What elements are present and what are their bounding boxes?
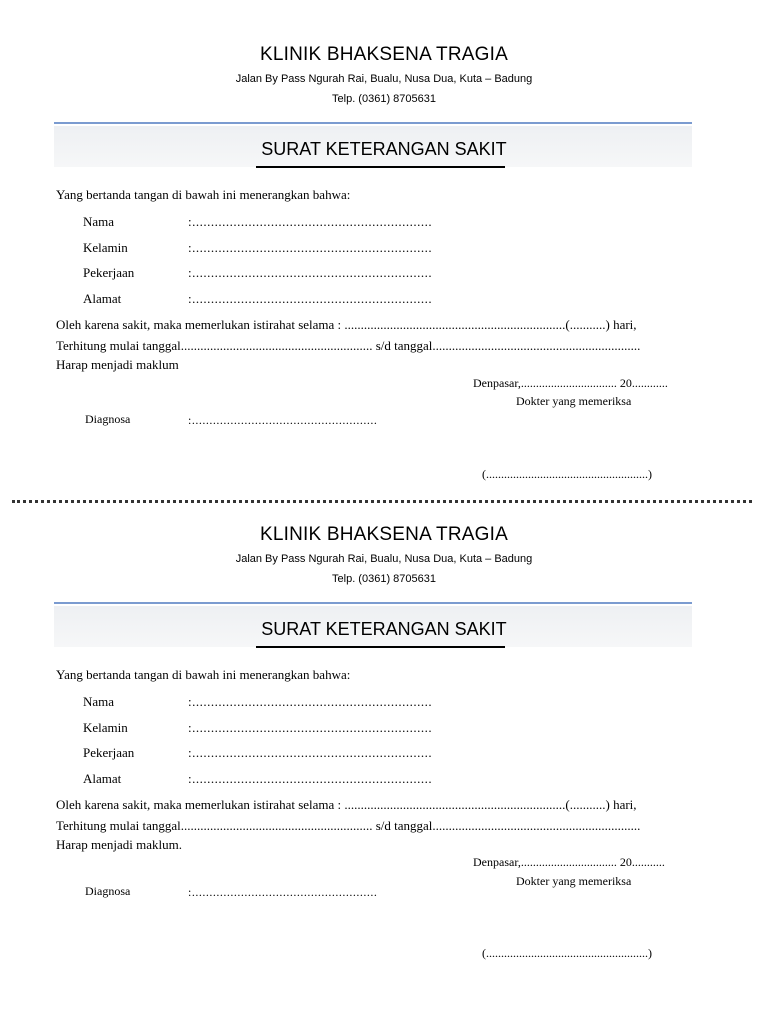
field-label-kelamin: Kelamin <box>83 240 128 255</box>
title-underline <box>256 166 505 168</box>
header-divider <box>54 122 692 124</box>
signer-role: Dokter yang memeriksa <box>516 394 632 408</box>
document-title: SURAT KETERANGAN SAKIT <box>261 139 507 159</box>
field-label-alamat: Alamat <box>83 291 122 306</box>
intro-text: Yang bertanda tangan di bawah ini menerangkan bahwa: <box>56 667 351 682</box>
clinic-address: Jalan By Pass Ngurah Rai, Bualu, Nusa Dua, Kuta – Badung <box>235 553 533 565</box>
date-range-line: Terhitung mulai tanggal........................................................... s/d tanggal................................................................ <box>56 338 641 353</box>
field-value-pekerjaan[interactable]: :................................................................ <box>188 265 433 280</box>
rest-period-line: Oleh karena sakit, maka memerlukan istirahat selama : ....................................................................(...........) hari, <box>56 797 637 812</box>
clinic-phone: Telp. (0361) 8705631 <box>332 93 436 105</box>
diagnosis-value[interactable]: :..................................................... <box>188 885 378 899</box>
signature-line: (......................................................) <box>482 467 652 481</box>
field-value-alamat[interactable]: :................................................................ <box>188 771 433 786</box>
diagnosis-label: Diagnosa <box>85 884 131 898</box>
sick-letter-form-bottom <box>0 480 768 960</box>
diagnosis-label: Diagnosa <box>85 412 131 426</box>
field-value-kelamin[interactable]: :................................................................ <box>188 720 433 735</box>
field-label-nama: Nama <box>83 694 115 709</box>
field-value-nama[interactable]: :................................................................ <box>188 694 433 709</box>
field-value-pekerjaan[interactable]: :................................................................ <box>188 745 433 760</box>
field-label-alamat: Alamat <box>83 771 122 786</box>
signer-role: Dokter yang memeriksa <box>516 874 632 888</box>
title-underline <box>256 646 505 648</box>
place-date: Denpasar,................................ 20............ <box>473 376 668 390</box>
clinic-name: KLINIK BHAKSENA TRAGIA <box>260 524 508 545</box>
field-label-pekerjaan: Pekerjaan <box>83 265 135 280</box>
diagnosis-value[interactable]: :..................................................... <box>188 413 378 427</box>
rest-period-line: Oleh karena sakit, maka memerlukan istirahat selama : ....................................................................(...........) hari, <box>56 317 637 332</box>
field-label-pekerjaan: Pekerjaan <box>83 745 135 760</box>
signature-line: (......................................................) <box>482 946 652 960</box>
clinic-address: Jalan By Pass Ngurah Rai, Bualu, Nusa Dua, Kuta – Badung <box>235 73 533 85</box>
field-label-kelamin: Kelamin <box>83 720 128 735</box>
closing-text: Harap menjadi maklum <box>56 357 179 372</box>
clinic-phone: Telp. (0361) 8705631 <box>332 573 436 585</box>
field-value-alamat[interactable]: :................................................................ <box>188 291 433 306</box>
date-range-line: Terhitung mulai tanggal........................................................... s/d tanggal................................................................ <box>56 818 641 833</box>
sick-letter-form-top <box>0 0 768 480</box>
header-divider <box>54 602 692 604</box>
closing-text: Harap menjadi maklum. <box>56 837 182 852</box>
field-value-nama[interactable]: :................................................................ <box>188 214 433 229</box>
field-value-kelamin[interactable]: :................................................................ <box>188 240 433 255</box>
document-title: SURAT KETERANGAN SAKIT <box>261 619 507 639</box>
place-date: Denpasar,................................ 20........... <box>473 855 665 869</box>
clinic-name: KLINIK BHAKSENA TRAGIA <box>260 44 508 65</box>
field-label-nama: Nama <box>83 214 115 229</box>
intro-text: Yang bertanda tangan di bawah ini menerangkan bahwa: <box>56 187 351 202</box>
